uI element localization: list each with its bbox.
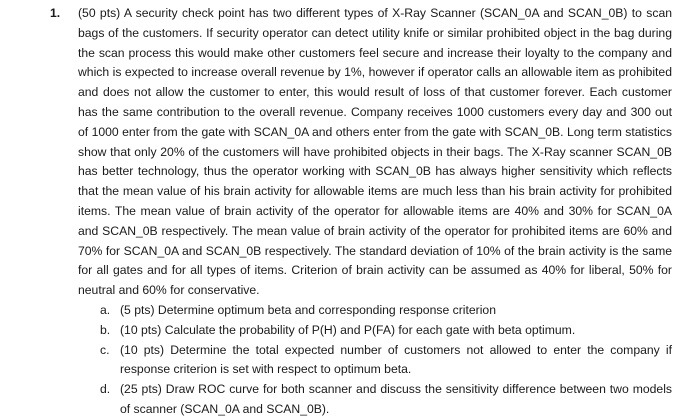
sub-question-text: (10 pts) Calculate the probability of P(H) and P(FA) for each gate with beta optimum.: [120, 322, 576, 337]
sub-question-label: b.: [100, 322, 111, 337]
sub-question-label: c.: [100, 342, 110, 357]
question-body: (50 pts) A security check point has two different types of X-Ray Scanner (SCAN_0A and SCAN_0B) to scan bags of the customers. If security operator can detect utility knife or similar prohibited object in the bag during the scan process this would make other customers feel secure and increase their loyalty to the company and which is expected to increase overall revenue by 1%, however if operator calls an allowable item as prohibited and does not allow the customer to enter, this would result of loss of that customer forever. Each customer has the same contribution to the overall revenue. Company receives 1000 customers every day and 300 out of 1000 enter from the gate with SCAN_0A and others enter from the gate with SCAN_0B. Long term statistics show that only 20% of the customers will have prohibited objects in their bags. The X-Ray scanner SCAN_0B has better technology, thus the operator working with SCAN_0B has always higher sensitivity which reflects that the mean value of his brain activity for allowable items are much less than his brain activity for prohibited items. The mean value of brain activity of the operator for allowable items are 40% and 30% for SCAN_0A and SCAN_0B respectively. The mean value of brain activity of the operator for prohibited items are 60% and 70% for SCAN_0A and SCAN_0B respectively. The standard deviation of 10% of the brain activity is the same for all gates and for all types of items. Criterion of brain activity can be assumed as 40% for liberal, 50% for neutral and 60% for conservative.: [78, 6, 672, 298]
sub-question-c: [78, 341, 672, 381]
sub-question-text: (10 pts) Determine the total expected number of customers not allowed to enter the company if response criterion is set with respect to optimum beta.: [120, 342, 672, 377]
sub-question-d: [78, 380, 672, 420]
question-1: [0, 4, 700, 420]
question-number: 1.: [50, 6, 61, 20]
sub-question-b: [78, 321, 672, 341]
sub-question-label: d.: [100, 382, 111, 397]
sub-question-label: a.: [100, 302, 111, 317]
sub-question-list: [78, 301, 672, 420]
sub-question-text: (25 pts) Draw ROC curve for both scanner and discuss the sensitivity difference between two models of scanner (SCAN_0A and SCAN_0B).: [120, 382, 672, 416]
document-page: [0, 4, 700, 420]
sub-question-text: (5 pts) Determine optimum beta and corresponding response criterion: [120, 302, 496, 317]
sub-question-a: [78, 301, 672, 321]
